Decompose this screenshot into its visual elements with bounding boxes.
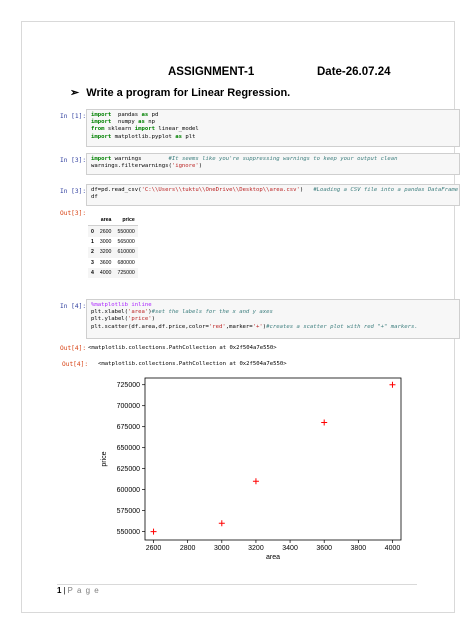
code-cell-warnings[interactable] — [86, 153, 460, 175]
table-row — [88, 226, 138, 237]
cell-price: 610000 — [117, 249, 135, 256]
question-text: Write a program for Linear Regression. — [86, 87, 291, 99]
code-token: import — [91, 112, 112, 118]
code-token: matplotlib.pyplot — [111, 133, 176, 140]
x-tick-label: 3800 — [350, 545, 367, 552]
row-index: 1 — [91, 238, 94, 245]
row-index: 0 — [91, 228, 94, 235]
code-token: plt — [181, 133, 196, 140]
y-tick-label: 575000 — [116, 508, 140, 516]
cell-price: 680000 — [117, 259, 135, 266]
scatter-point — [389, 382, 395, 388]
code-token: ) — [198, 163, 203, 170]
code-token: #It seems like you're suppressing warnings to keep your output clean — [168, 156, 398, 162]
table-row — [88, 268, 138, 278]
table-row — [88, 247, 138, 257]
index-header — [88, 215, 97, 226]
code-token: 'price' — [128, 316, 152, 323]
x-tick-label: 4000 — [384, 545, 401, 552]
x-tick-label: 3400 — [282, 545, 298, 552]
dataframe-table — [88, 215, 138, 278]
footer-divider — [57, 584, 417, 585]
row-index: 2 — [91, 249, 94, 256]
scatter-point — [253, 478, 259, 484]
code-token: ) — [299, 187, 314, 193]
header-row — [0, 66, 474, 80]
code-token: df=pd.read_csv( — [91, 187, 142, 193]
cell-price: 725000 — [117, 270, 135, 277]
code-token: warnings.filterwarnings( — [91, 163, 172, 170]
code-token: np — [144, 119, 156, 126]
out-4-prompt-second: Out[4]: — [62, 361, 89, 368]
code-line — [91, 134, 455, 141]
code-line — [91, 187, 459, 194]
code-token: import — [91, 156, 112, 162]
arrow-bullet-icon: ➢ — [70, 87, 80, 99]
x-tick-label: 2800 — [179, 545, 196, 552]
x-tick-label: 3000 — [214, 545, 230, 552]
code-token: as — [175, 133, 182, 140]
code-token: plt.ylabel( — [91, 316, 129, 323]
code-token: plt.scatter(df.area,df.price,color= — [91, 323, 209, 330]
code-token: warnings — [111, 156, 169, 162]
cell-4-prompt: In [4]: — [60, 303, 87, 310]
row-index: 4 — [91, 270, 94, 277]
page-word: P a g e — [67, 586, 100, 595]
cell-area: 2600 — [99, 228, 112, 235]
code-line — [91, 194, 455, 201]
code-line — [91, 302, 455, 309]
y-tick-label: 550000 — [116, 529, 140, 537]
cell-area: 3600 — [99, 259, 112, 266]
code-cell-imports[interactable] — [86, 109, 460, 147]
scatter-plot — [96, 372, 406, 562]
code-token: ) — [148, 309, 152, 316]
code-cell-scatter[interactable] — [86, 299, 460, 339]
column-header-area: area — [97, 215, 115, 226]
page-number: 1 — [57, 586, 62, 595]
page-footer — [57, 586, 100, 595]
cell-1-prompt: In [1]: — [60, 113, 87, 120]
code-token: %matplotlib inline — [91, 302, 152, 308]
code-token: '+' — [252, 323, 263, 330]
code-line — [91, 112, 455, 119]
out-4-text-second: <matplotlib.collections.PathCollection at 0x2f504a7e550> — [98, 361, 287, 367]
cell-2-prompt: In [3]: — [60, 157, 87, 164]
code-token: numpy — [111, 119, 139, 126]
y-tick-label: 700000 — [116, 403, 140, 411]
code-token: ) — [151, 316, 155, 323]
y-axis-label: price — [101, 451, 108, 467]
code-token: import — [134, 126, 156, 133]
code-token: linear_model — [155, 126, 199, 133]
code-token: ) — [262, 323, 267, 330]
code-line — [91, 119, 455, 126]
scatter-point — [151, 529, 157, 535]
code-token: sklearn — [104, 126, 135, 133]
y-tick-label: 600000 — [116, 487, 140, 495]
code-line — [91, 126, 455, 133]
cell-price: 565000 — [117, 238, 135, 245]
code-token: 'C:\\Users\\tuktu\\OneDrive\\Desktop\\area.csv' — [141, 187, 300, 193]
column-header-price: price — [114, 215, 137, 226]
code-token: plt.xlabel( — [91, 309, 129, 316]
code-line — [91, 156, 455, 163]
code-token: as — [141, 112, 149, 118]
code-token: ,marker= — [225, 323, 253, 330]
cell-3-prompt: In [3]: — [60, 188, 87, 195]
x-tick-label: 3200 — [248, 545, 264, 552]
y-tick-label: 625000 — [116, 466, 140, 474]
y-tick-label: 650000 — [116, 445, 140, 453]
assignment-title: ASSIGNMENT-1 — [168, 66, 255, 78]
code-token: #Loading a CSV file into a pandas DataFrame — [313, 187, 459, 193]
code-token: 'red' — [208, 323, 226, 330]
y-tick-label: 725000 — [116, 382, 140, 390]
out-3-prompt: Out[3]: — [60, 210, 87, 217]
scatter-point — [219, 520, 225, 526]
y-tick-label: 675000 — [116, 424, 140, 432]
table-row — [88, 258, 138, 268]
footer-separator: | — [63, 586, 66, 595]
code-token: import — [91, 119, 112, 126]
code-token: 'area' — [128, 309, 149, 316]
table-header-row — [88, 215, 138, 226]
cell-area: 3200 — [99, 249, 112, 256]
code-line — [91, 324, 455, 331]
assignment-date: Date-26.07.24 — [317, 66, 391, 78]
code-token: #set the labels for the x and y axes — [151, 309, 273, 316]
out-4-text: <matplotlib.collections.PathCollection at 0x2f504a7e550> — [88, 345, 277, 351]
cell-price: 550000 — [117, 228, 135, 235]
code-token: pandas — [111, 112, 142, 118]
code-token: from — [91, 126, 105, 133]
code-line — [91, 163, 455, 170]
x-axis-label: area — [265, 554, 281, 561]
code-line — [91, 316, 455, 323]
scatter-point — [321, 419, 327, 425]
plot-frame — [145, 378, 401, 540]
out-4-prompt: Out[4]: — [60, 345, 87, 352]
code-token: df — [91, 194, 98, 201]
row-index: 3 — [91, 259, 94, 266]
code-token: #creates a scatter plot with red "+" markers. — [266, 323, 418, 330]
question-line — [70, 86, 290, 99]
cell-area: 3000 — [99, 238, 112, 245]
table-row — [88, 237, 138, 247]
code-token: 'ignore' — [171, 163, 199, 170]
code-cell-read-csv[interactable] — [86, 184, 460, 206]
code-token: import — [91, 133, 112, 140]
code-line — [91, 309, 455, 316]
code-token: pd — [148, 112, 159, 118]
x-tick-label: 3600 — [316, 545, 332, 552]
cell-area: 4000 — [99, 270, 112, 277]
x-tick-label: 2600 — [145, 545, 162, 552]
code-token: as — [138, 119, 145, 126]
